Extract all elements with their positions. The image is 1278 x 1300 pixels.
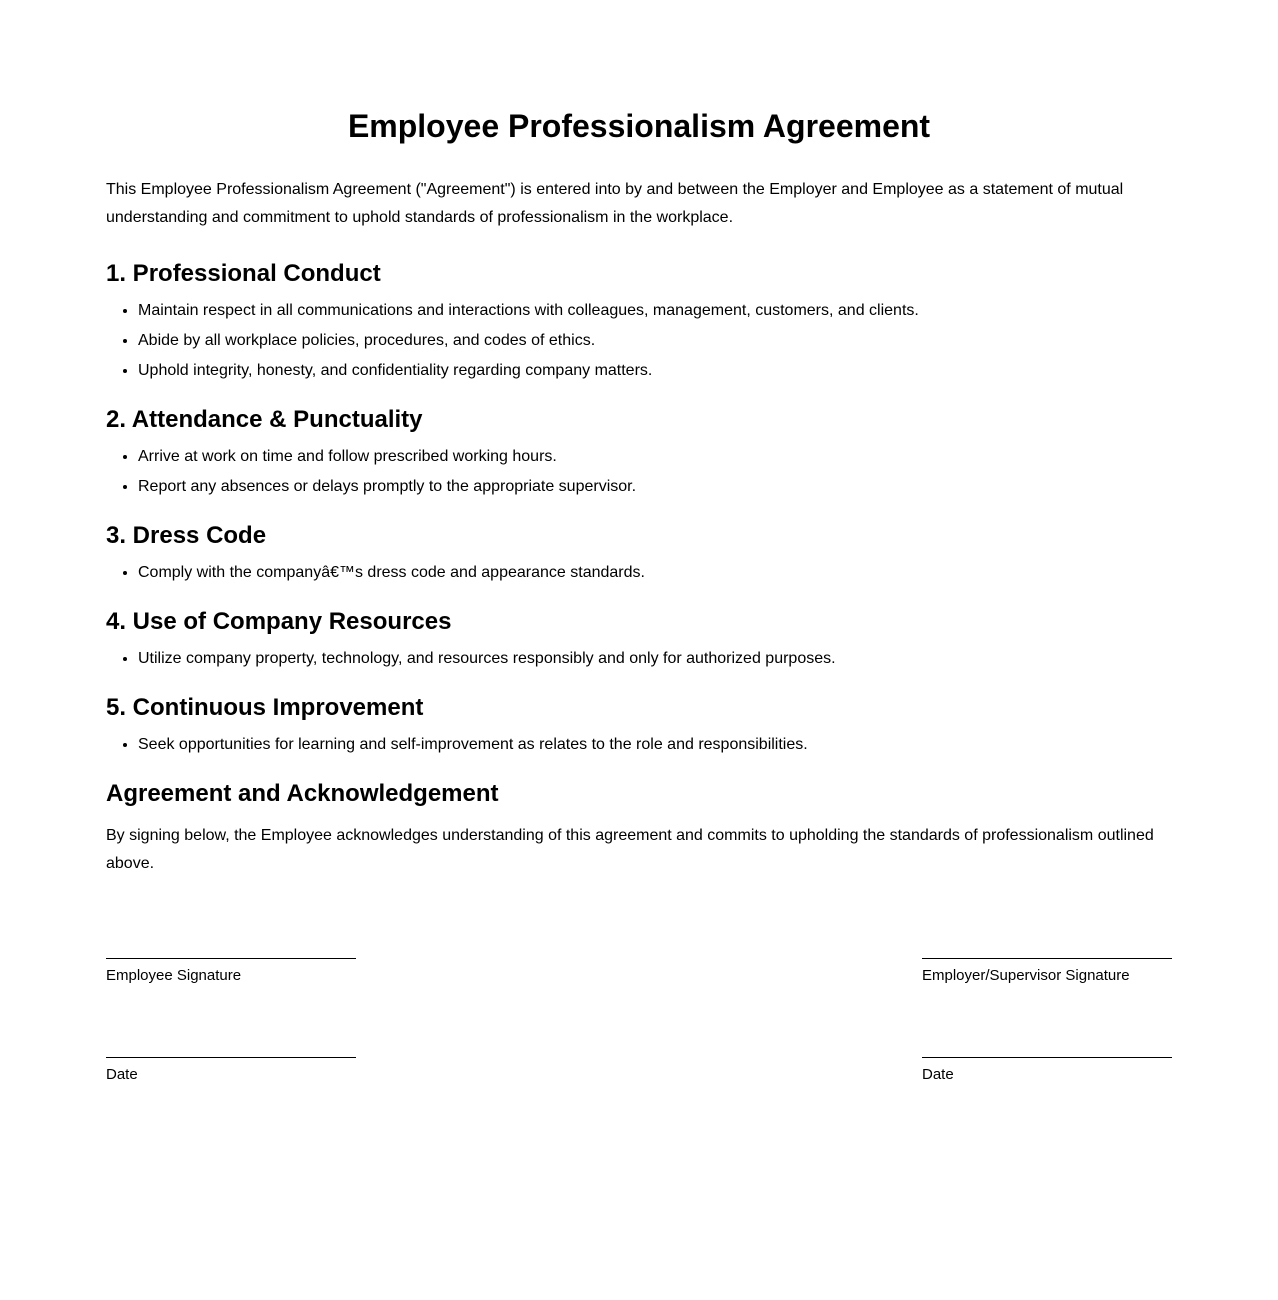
section-bullet-list <box>106 730 1172 760</box>
employer-date-line[interactable] <box>922 1057 1172 1058</box>
employer-signature-line[interactable] <box>922 958 1172 959</box>
section-bullet-item: • Uphold integrity, honesty, and confidentiality regarding company matters. <box>138 356 1172 386</box>
section-heading: 3. Dress Code <box>106 522 267 549</box>
section-heading: 1. Professional Conduct <box>106 260 381 287</box>
section-bullet-item: • Seek opportunities for learning and self-improvement as relates to the role and responsibilities. <box>138 730 1172 760</box>
section-bullet-item: • Report any absences or delays promptly to the appropriate supervisor. <box>138 472 1172 502</box>
section-heading: 4. Use of Company Resources <box>106 608 452 635</box>
acknowledgement-paragraph: By signing below, the Employee acknowledges understanding of this agreement and commits to upholding the standards of professionalism outlined above. <box>106 827 1154 872</box>
agreement-section <box>106 258 1172 386</box>
employee-signature-block <box>106 958 356 986</box>
agreement-section <box>106 520 1172 588</box>
employee-signature-line[interactable] <box>106 958 356 959</box>
employer-signature-label: Employer/Supervisor Signature <box>922 967 1130 984</box>
intro-paragraph: This Employee Professionalism Agreement ("Agreement") is entered into by and between the Employer and Employee as a statement of mutual understanding and commitment to uphold standards of professionalism in the workplace. <box>106 181 1124 226</box>
section-bullet-list <box>106 644 1172 674</box>
section-bullet-list <box>106 296 1172 386</box>
section-bullet-item: • Abide by all workplace policies, procedures, and codes of ethics. <box>138 326 1172 356</box>
document-body <box>106 176 1172 878</box>
agreement-section <box>106 692 1172 760</box>
section-bullet-item: • Maintain respect in all communications and interactions with colleagues, management, customers, and clients. <box>138 296 1172 326</box>
sections-container <box>106 258 1172 760</box>
employer-date-block <box>922 1057 1172 1085</box>
section-heading: 5. Continuous Improvement <box>106 694 424 721</box>
employee-date-label: Date <box>106 1066 138 1083</box>
employee-signature-label: Employee Signature <box>106 967 242 984</box>
section-bullet-item: • Arrive at work on time and follow prescribed working hours. <box>138 442 1172 472</box>
section-bullet-item: • Utilize company property, technology, and resources responsibly and only for authorized purposes. <box>138 644 1172 674</box>
employee-date-block <box>106 1057 356 1085</box>
employer-date-label: Date <box>922 1066 954 1083</box>
section-bullet-item: • Comply with the companyâ€™s dress code and appearance standards. <box>138 558 1172 588</box>
agreement-section <box>106 404 1172 502</box>
employee-date-line[interactable] <box>106 1057 356 1058</box>
section-bullet-list <box>106 558 1172 588</box>
agreement-section <box>106 606 1172 674</box>
employer-signature-block <box>922 958 1172 986</box>
document-title: Employee Professionalism Agreement <box>347 108 931 144</box>
section-heading: 2. Attendance & Punctuality <box>106 406 423 433</box>
acknowledgement-heading: Agreement and Acknowledgement <box>106 780 499 807</box>
section-bullet-list <box>106 442 1172 502</box>
